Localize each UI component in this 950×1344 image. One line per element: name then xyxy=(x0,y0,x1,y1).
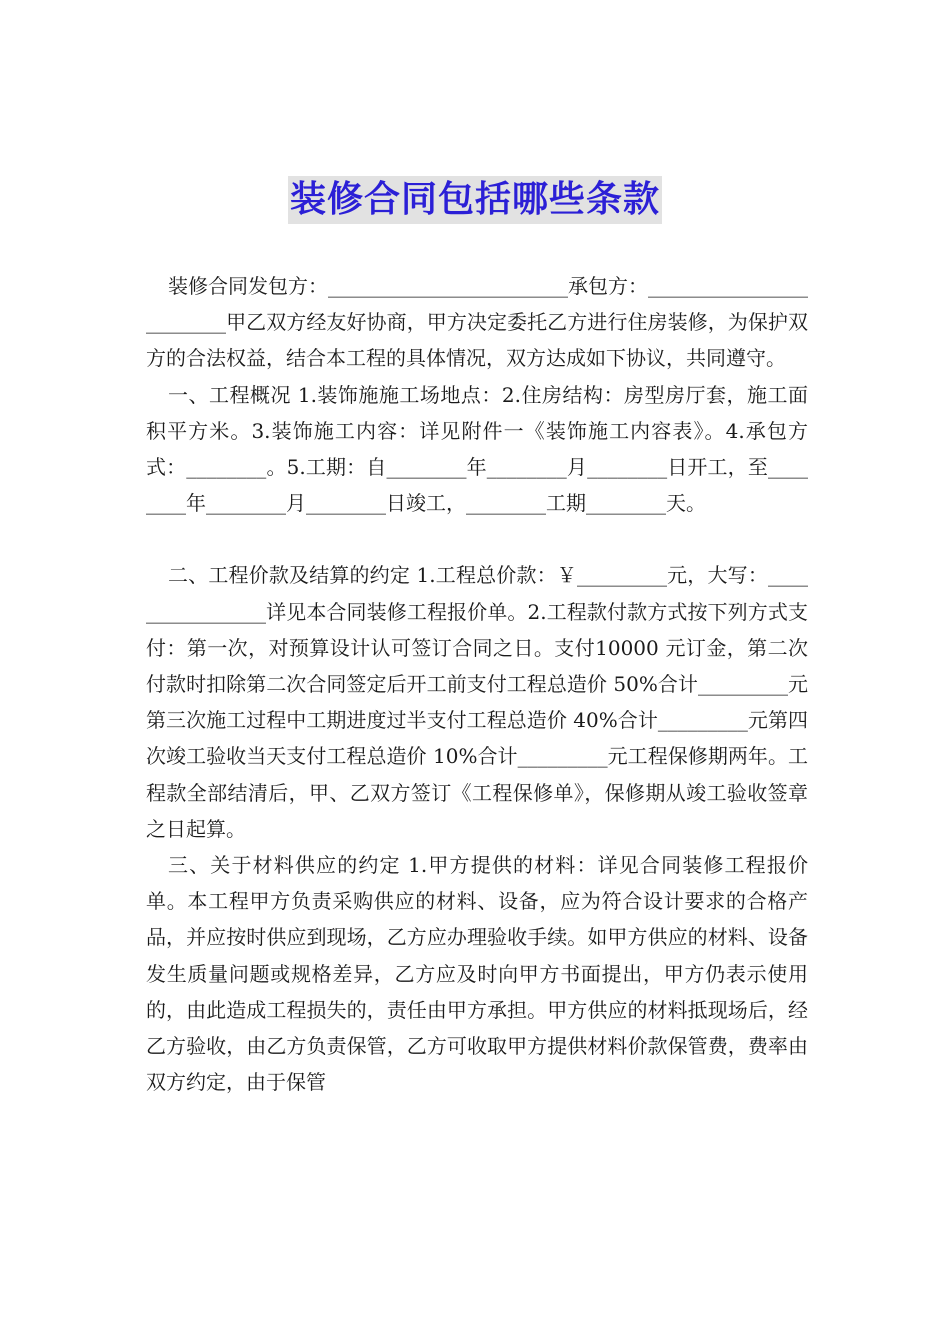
title-container xyxy=(0,176,950,224)
document-title: 装修合同包括哪些条款 xyxy=(288,176,662,224)
paragraph-project-overview: 一、工程概况 1.装饰施施工场地点：2.住房结构：房型房厅套，施工面积平方米。3.装饰施工内容：详见附件一《装饰施工内容表》。4.承包方式：________。5.工期：自________年________月________日开工，至________年________月________日竣工，________工期________天。 xyxy=(146,382,808,516)
paragraph-spacer xyxy=(146,521,808,557)
paragraph-material-supply: 三、关于材料供应的约定 1.甲方提供的材料：详见合同装修工程报价单。本工程甲方负责采购供应的材料、设备，应为符合设计要求的合格产品，并应按时供应到现场，乙方应办理验收手续。如甲方供应的材料、设备发生质量问题或规格差异，乙方应及时向甲方书面提出，甲方仍表示使用的，由此造成工程损失的，责任由甲方承担。甲方供应的材料抵现场后，经乙方验收，由乙方负责保管，乙方可收取甲方提供材料价款保管费，费率由双方约定，由于保管 xyxy=(146,853,808,1095)
paragraph-payment-terms: 二、工程价款及结算的约定 1.工程总价款：￥_________元，大写：________________详见本合同装修工程报价单。2.工程款付款方式按下列方式支付：第一次，对预算设计认可签订合同之日。支付10000 元订金，第二次付款时扣除第二次合同签定后开工前支付工程总造价 50%合计_________元第三次施工过程中工期进度过半支付工程总造价 40%合计_________元第四次竣工验收当天支付工程总造价 10%合计_________元工程保修期两年。工程款全部结清后，甲、乙双方签订《工程保修单》，保修期从竣工验收签章之日起算。 xyxy=(146,563,808,841)
paragraph-parties: 装修合同发包方：________________________承包方：________________________甲乙双方经友好协商，甲方决定委托乙方进行住房装修，为保护双方的合法权益，结合本工程的具体情况，双方达成如下协议，共同遵守。 xyxy=(146,274,808,371)
document-body xyxy=(146,268,808,1100)
